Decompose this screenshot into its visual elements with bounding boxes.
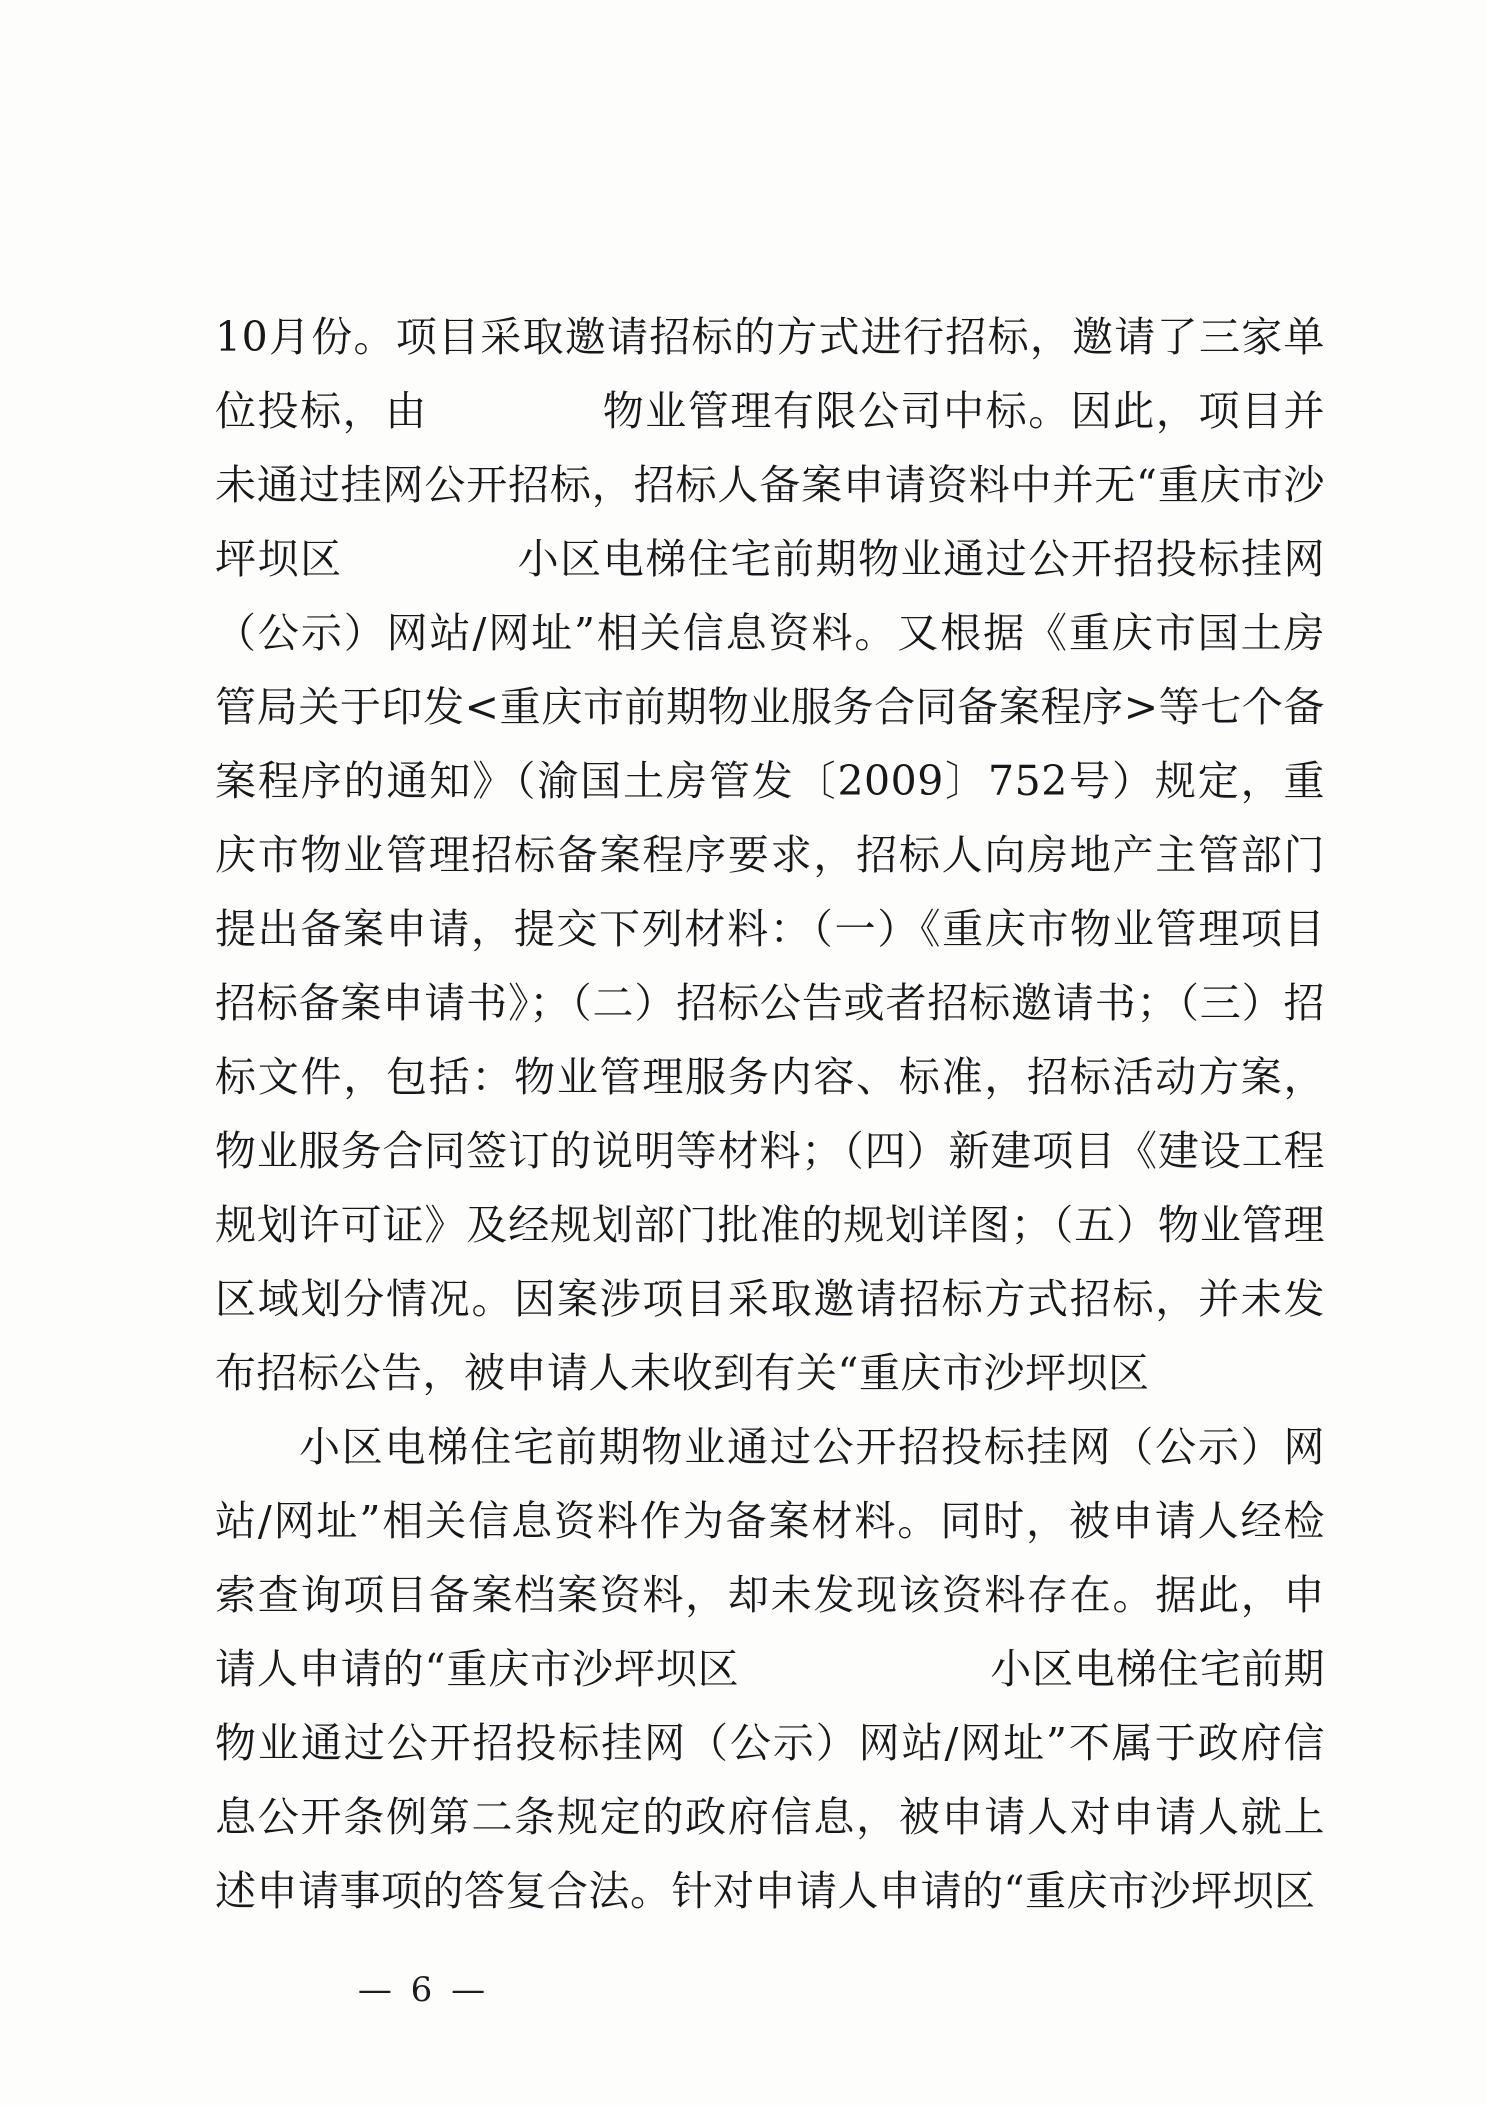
paragraph-1: 10月份。项目采取邀请招标的方式进行招标，邀请了三家单位投标，由 物业管理有限公司中标。因此，项目并未通过挂网公开招标，招标人备案申请资料中并无“重庆市沙坪坝区 小区电梯住宅前期物业通过公开招投标挂网（公示）网站/网址”相关信息资料。又根据《重庆市国土房管局关于印发<重庆市前期物业服务合同备案程序>等七个备案程序的通知》（渝国土房管发〔2009〕752号）规定，重庆市物业管理招标备案程序要求，招标人向房地产主管部门提出备案申请，提交下列材料：（一）《重庆市物业管理项目招标备案申请书》；（二）招标公告或者招标邀请书；（三）招标文件，包括：物业管理服务内容、标准，招标活动方案，物业服务合同签订的说明等材料；（四）新建项目《建设工程规划许可证》及经规划部门批准的规划详图；（五）物业管理区域划分情况。因案涉项目采取邀请招标方式招标，并未发布招标公告，被申请人未收到有关“重庆市沙坪坝区: [215, 313, 1325, 1397]
page-number: — 6 —: [357, 1970, 490, 2010]
paragraph-2: 小区电梯住宅前期物业通过公开招投标挂网（公示）网站/网址”相关信息资料作为备案材料。同时，被申请人经检索查询项目备案档案资料，却未发现该资料存在。据此，申请人申请的“重庆市沙坪坝区 小区电梯住宅前期物业通过公开招投标挂网（公示）网站/网址”不属于政府信息公开条例第二条规定的政府信息，被申请人对申请人就上述申请事项的答复合法。针对申请人申请的“重庆市沙坪坝区: [215, 1423, 1325, 1915]
page-footer: [0, 1970, 1487, 2010]
document-body: [215, 300, 1325, 1928]
